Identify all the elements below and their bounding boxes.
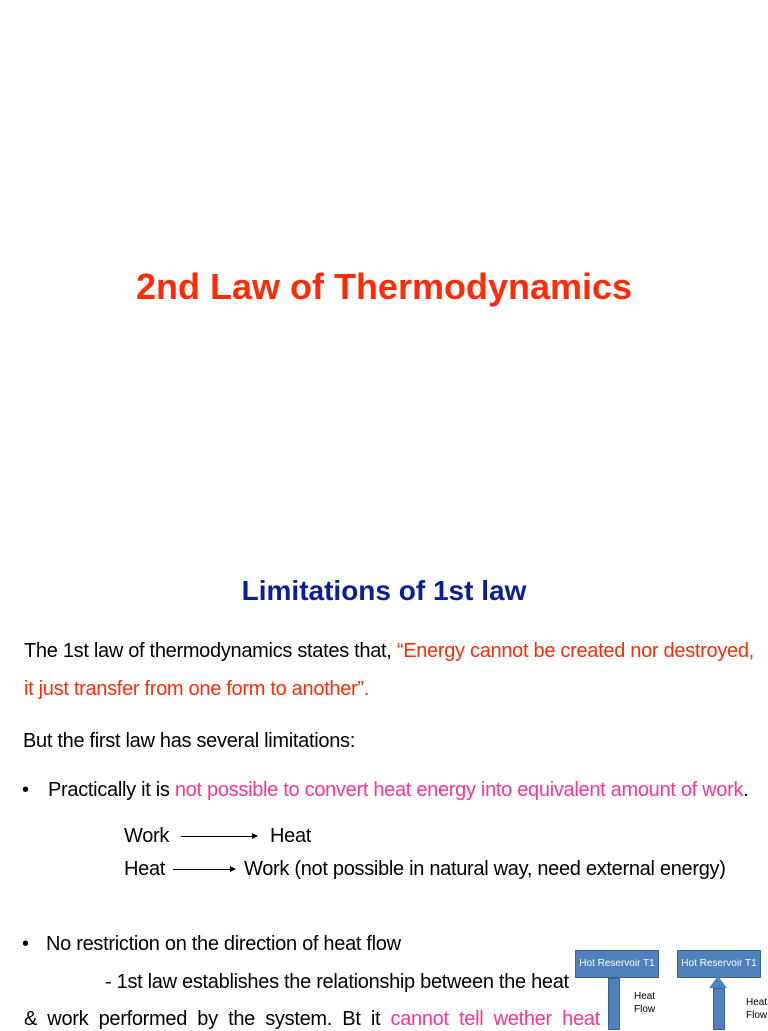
limitations-intro: But the first law has several limitations: (23, 730, 355, 752)
heat-flow-label-1-line1: Heat (634, 991, 656, 1002)
intro-prefix: The 1st law of thermodynamics states that, (24, 640, 397, 662)
slide-title: 2nd Law of Thermodynamics (135, 266, 633, 307)
conversion-2-from: Heat (124, 858, 166, 880)
arrow-right-icon (181, 836, 257, 837)
heat-flow-label-2 (746, 996, 767, 1022)
bullet-1-highlight: not possible to convert heat energy into equivalent amount of work (174, 779, 744, 801)
intro-quote-2: it just transfer from one form to another”. (24, 678, 370, 700)
heat-flow-arrow-down (608, 978, 620, 1030)
intro-line-1 (24, 640, 754, 663)
arrow-right-icon (173, 869, 235, 870)
section-title: Limitations of 1st law (241, 575, 527, 606)
bullet-1-suffix: . (743, 779, 749, 801)
bullet-2: No restriction on the direction of heat flow (46, 933, 401, 955)
heat-flow-label-1 (634, 990, 655, 1016)
bullet-2-cont-prefix: & work performed by the system. Bt it (24, 1008, 391, 1030)
bullet-2-sub: - 1st law establishes the relationship between the heat (105, 971, 569, 993)
bullet-icon: • (22, 933, 30, 955)
hot-reservoir-box-2: Hot Reservoir T1 (677, 950, 761, 978)
bullet-icon: • (22, 779, 30, 801)
heat-flow-label-2-line2: Flow (746, 1010, 768, 1021)
intro-quote-1: “Energy cannot be created nor destroyed, (396, 640, 754, 662)
heat-flow-label-2-line1: Heat (746, 997, 768, 1008)
arrow-up-icon (709, 976, 727, 988)
bullet-1 (48, 779, 748, 802)
bullet-2-continuation (24, 1008, 600, 1031)
hot-reservoir-box-1: Hot Reservoir T1 (575, 950, 659, 978)
bullet-1-prefix: Practically it is (48, 779, 175, 801)
conversion-1-to: Heat (270, 825, 312, 847)
conversion-2-to: Work (not possible in natural way, need external energy) (244, 858, 726, 880)
bullet-2-cont-highlight: cannot tell wether heat (390, 1008, 600, 1030)
heat-flow-label-1-line2: Flow (634, 1004, 656, 1015)
conversion-1-from: Work (124, 825, 170, 847)
